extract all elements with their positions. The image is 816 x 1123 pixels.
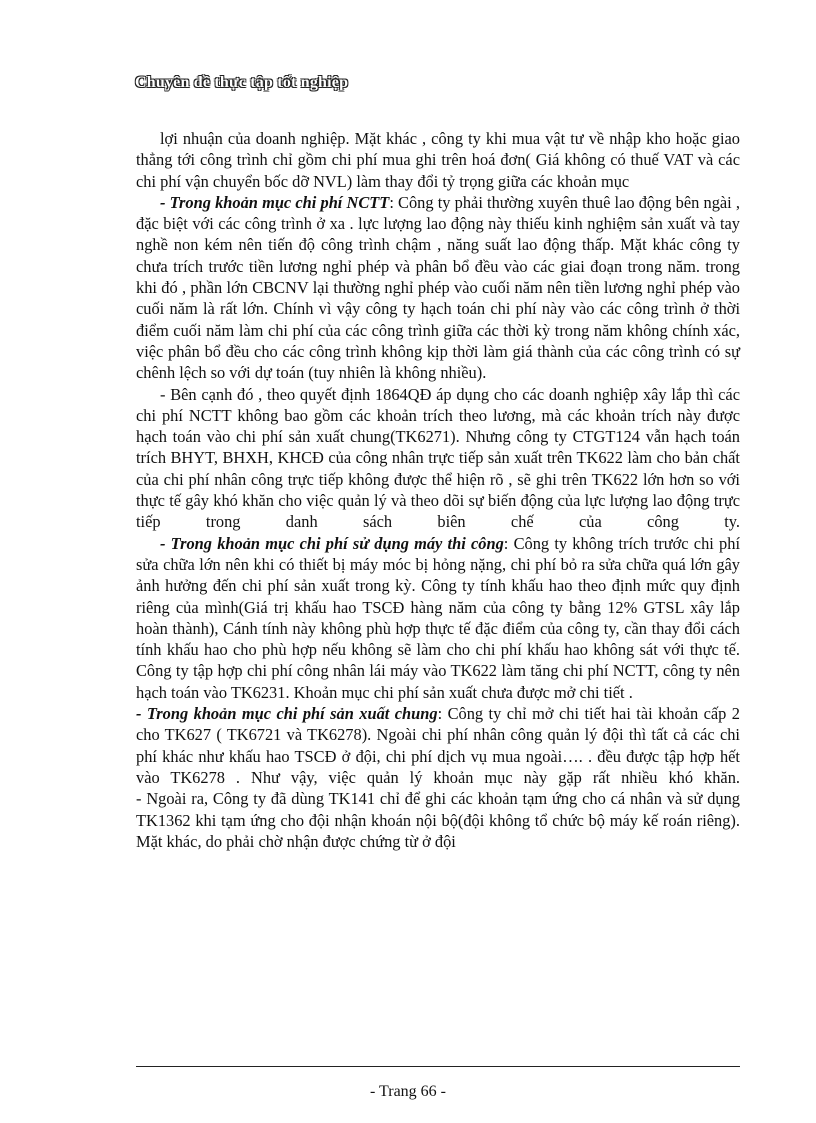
paragraph-2-text: : Công ty phải thường xuyên thuê lao động bên ngài , đặc biệt với các công trình ở xa . lực lượng lao động này thiếu kinh nghiệm sản xuất và tay nghề non kém nên tiến độ công trình chậm , năng suất lao động thấp. Mặt khác công ty chưa trích trước tiền lương nghỉ phép và phân bổ đều vào các giai đoạn trong năm. trong khi đó , phần lớn CBCNV lại thường nghỉ phép vào cuối năm nên tiền lương nghỉ phép vào cuối năm là rất lớn. Chính vì vậy công ty hạch toán chi phí này vào các công trình ở thời điểm cuối năm làm chi phí của các công trình giữa các thời kỳ trong năm không chính xác, việc phân bổ đều cho các công trình không kịp thời làm giá thành của các công trình có sự chênh lệch so với dự toán (tuy nhiên là không nhiều). xyxy=(136,192,740,383)
document-body xyxy=(136,128,740,852)
paragraph-4-text: : Công ty không trích trước chi phí sửa chữa lớn nên khi có thiết bị máy móc bị hỏng nặng, chi phí bỏ ra sửa chữa quá lớn gây ảnh hưởng đến chi phí sản xuất trong kỳ. Công ty tính khấu hao theo định mức quy định riêng của mình(Giá trị khấu hao TSCĐ hàng năm của công ty bằng 12% GTSL xây lắp hoàn thành), Cánh tính này không phù hợp thực tế đặc điểm của công ty, cần thay đổi cách tính khấu hao cho phù hợp nếu không sẽ làm cho chi phí khấu hao không sát với thực tế. Công ty tập hợp chi phí công nhân lái máy vào TK622 làm tăng chi phí NCTT, công ty nên hạch toán vào TK6231. Khoản mục chi phí sản xuất chưa được mở chi tiết . xyxy=(136,533,740,702)
paragraph-2 xyxy=(136,192,740,384)
paragraph-5 xyxy=(136,703,740,788)
paragraph-1: lợi nhuận của doanh nghiệp. Mặt khác , công ty khi mua vật tư về nhập kho hoặc giao thẳng tới công trình chỉ gồm chi phí mua ghi trên hoá đơn( Giá không có thuế VAT và các chi phí vận chuyển bốc dỡ NVL) làm thay đổi tỷ trọng giữa các khoản mục xyxy=(136,129,740,191)
paragraph-4-lead: - Trong khoản mục chi phí sử dụng máy thi công xyxy=(160,533,504,553)
paragraph-2-lead: - Trong khoản mục chi phí NCTT xyxy=(160,192,390,212)
paragraph-4 xyxy=(136,533,740,703)
document-header: Chuyên đề thực tập tốt nghiệp xyxy=(135,74,349,91)
paragraph-5-text: : Công ty chỉ mở chi tiết hai tài khoản cấp 2 cho TK627 ( TK6721 và TK6278). Ngoài chi phí nhân công quản lý đội thì tất cả các chi phí khác như khấu hao TSCĐ ở đội, chi phí dịch vụ mua ngoài…. . đều được tập hợp hết vào TK6278 . Như vậy, việc quản lý khoản mục này gặp rất nhiều khó khăn. xyxy=(136,704,740,787)
paragraph-6: - Ngoài ra, Công ty đã dùng TK141 chỉ để ghi các khoản tạm ứng cho cá nhân và sử dụng TK1362 khi tạm ứng cho đội nhận khoán nội bộ(đội không tổ chức bộ máy kế roán riêng). Mặt khác, do phải chờ nhận được chứng từ ở đội xyxy=(136,789,740,851)
paragraph-5-lead: - Trong khoản mục chi phí sản xuất chung xyxy=(136,704,438,724)
footer-divider xyxy=(136,1066,740,1067)
page-number: - Trang 66 - xyxy=(369,1083,446,1100)
paragraph-3: - Bên cạnh đó , theo quyết định 1864QĐ áp dụng cho các doanh nghiệp xây lắp thì các chi phí NCTT không bao gồm các khoản trích theo lương, mà các khoản trích này được hạch toán vào chi phí sản xuất chung(TK6271). Nhưng công ty CTGT124 vẫn hạch toán trích BHYT, BHXH, KHCĐ của công nhân trực tiếp sản xuất trên TK622 làm cho bản chất của chi phí nhân công trực tiếp không được thể hiện rõ , sẽ ghi trên TK622 lớn hơn so với thực tế gây khó khăn cho việc quản lý và theo dõi sự biến động của lực lượng lao động trực tiếp trong danh sách biên chế của công ty. xyxy=(136,384,740,532)
